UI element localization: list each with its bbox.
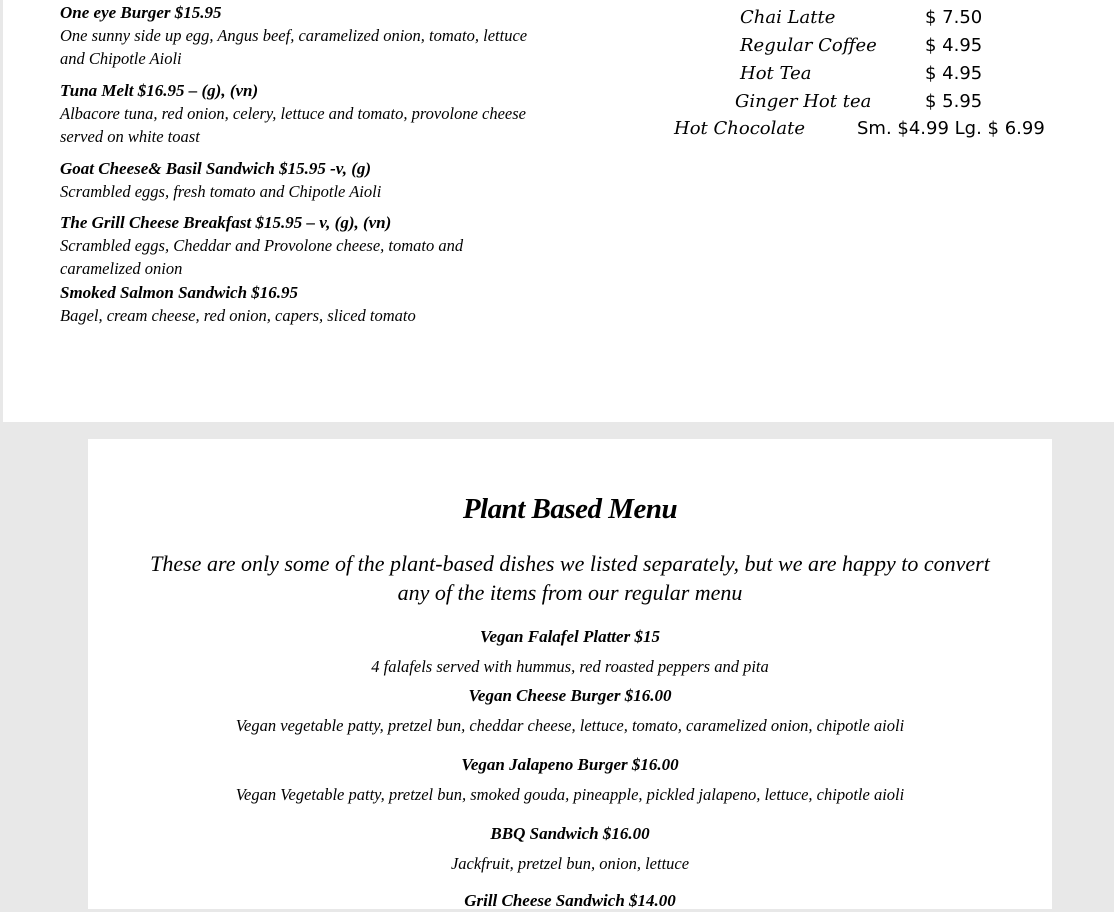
item-description: Scrambled eggs, fresh tomato and Chipotle Aioli [60,182,382,201]
drink-price: Sm. $4.99 Lg. $ 6.99 [857,118,1045,139]
item-description: Jackfruit, pretzel bun, onion, lettuce [450,854,690,873]
item-description: One sunny side up egg, Angus beef, caramelized onion, tomato, lettuce and Chipotle Aioli [60,26,528,68]
menu-item-grill-cheese-breakfast [60,212,530,280]
page-title: Plant Based Menu [462,493,678,525]
vegan-item-cheese-burger [88,685,1052,737]
menu-page-2 [88,439,1052,909]
item-description: Scrambled eggs, Cheddar and Provolone cheese, tomato and caramelized onion [60,236,464,278]
item-name: The Grill Cheese Breakfast $15.95 – v, (g), (vn) [60,213,392,232]
menu-item-goat-cheese-basil [60,158,530,203]
vegan-item-jalapeno-burger [88,754,1052,806]
drink-name: Hot Tea [740,63,812,84]
item-description: Vegan vegetable patty, pretzel bun, cheddar cheese, lettuce, tomato, caramelized onion, chipotle aioli [235,716,905,735]
item-name: Goat Cheese& Basil Sandwich $15.95 -v, (g) [60,159,372,178]
drink-price: $ 4.95 [925,35,983,56]
item-name: Grill Cheese Sandwich $14.00 [464,891,676,910]
item-name: One eye Burger $15.95 [60,3,222,22]
drink-price: $ 4.95 [925,63,983,84]
drink-price: $ 5.95 [925,91,983,112]
item-name: Smoked Salmon Sandwich $16.95 [60,283,299,302]
menu-item-tuna-melt [60,80,530,148]
item-description: Vegan Vegetable patty, pretzel bun, smoked gouda, pineapple, pickled jalapeno, lettuce, chipotle aioli [235,785,905,804]
drink-name: Chai Latte [740,7,836,28]
item-name: Vegan Cheese Burger $16.00 [468,686,672,705]
item-description: 4 falafels served with hummus, red roasted peppers and pita [371,657,769,676]
vegan-item-bbq-sandwich [88,823,1052,875]
item-description: Bagel, cream cheese, red onion, capers, sliced tomato [60,306,416,325]
drink-price: $ 7.50 [925,7,983,28]
menu-item-smoked-salmon [60,282,530,327]
drink-name: Hot Chocolate [674,118,805,139]
item-name: Tuna Melt $16.95 – (g), (vn) [60,81,259,100]
menu-page-1 [3,0,1114,422]
vegan-item-falafel-platter [88,626,1052,678]
item-description: Albacore tuna, red onion, celery, lettuce and tomato, provolone cheese served on white toast [60,104,526,146]
drink-name: Regular Coffee [740,35,877,56]
item-name: BBQ Sandwich $16.00 [490,824,650,843]
vegan-item-grill-cheese-sandwich [88,890,1052,912]
item-name: Vegan Jalapeno Burger $16.00 [461,755,679,774]
item-name: Vegan Falafel Platter $15 [480,627,660,646]
menu-item-one-eye-burger [60,2,530,70]
intro-text: These are only some of the plant-based dishes we listed separately, but we are happy to convert any of the items from our regular menu [150,551,990,605]
drink-name: Ginger Hot tea [735,91,872,112]
